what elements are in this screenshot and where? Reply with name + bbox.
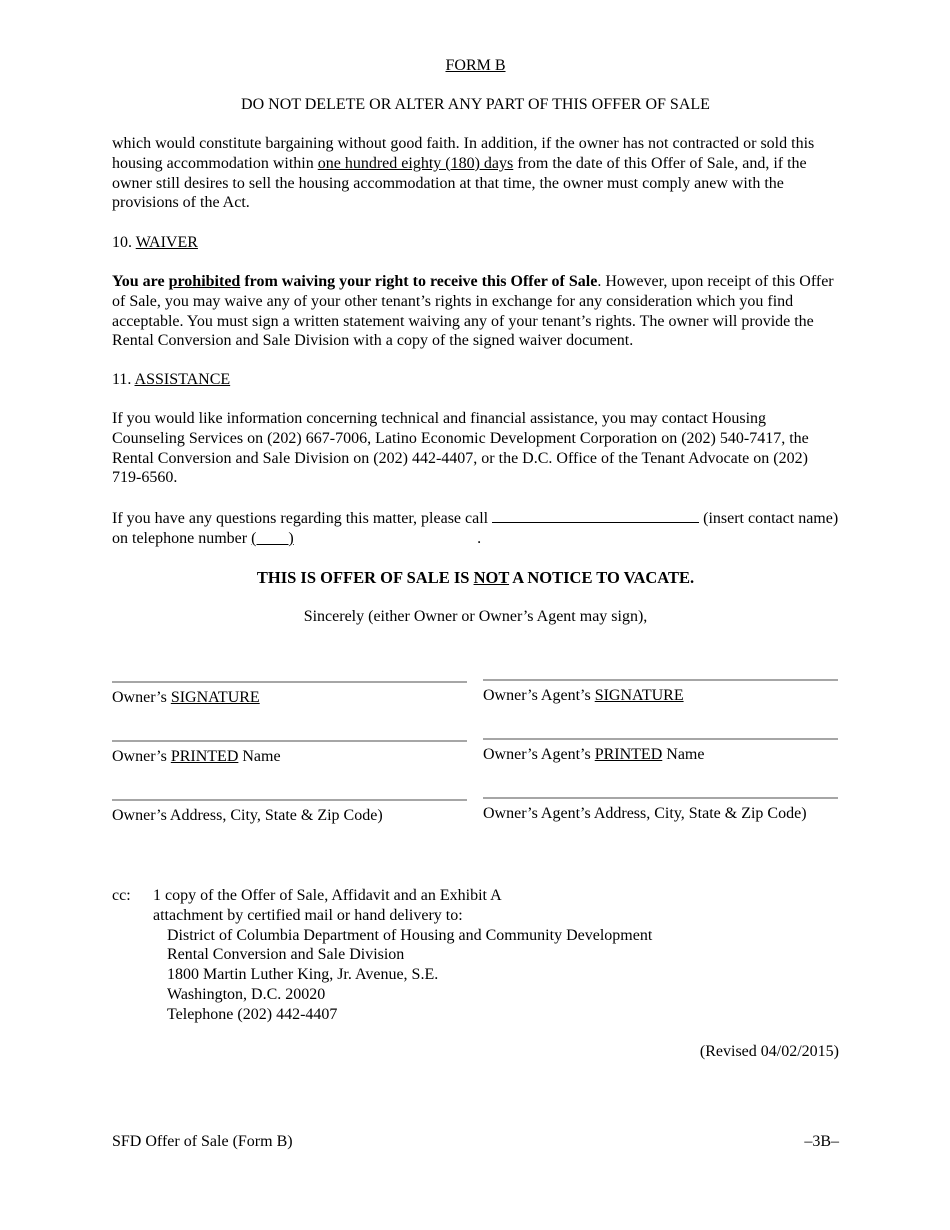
agent-signature-block xyxy=(483,679,838,706)
questions-text-2: (insert contact name) on telephone number xyxy=(112,510,839,547)
contact-name-blank[interactable] xyxy=(492,508,699,523)
owner-printed-block xyxy=(112,740,467,767)
form-title: FORM B xyxy=(445,57,506,74)
document-page xyxy=(112,0,839,1230)
revised-date: (Revised 04/02/2015) xyxy=(699,1043,839,1060)
cc-address-line: 1800 Martin Luther King, Jr. Avenue, S.E. xyxy=(167,966,439,984)
cc-address-line: Washington, D.C. 20020 xyxy=(167,985,326,1003)
owner-address-line[interactable] xyxy=(112,799,467,801)
agent-printed-line[interactable] xyxy=(483,738,838,740)
continuation-text-2: from the date of this Offer of Sale, and, if the owner still desires to sell the housing accommodation at that time, the owner must comply anew with the provisions of the Act. xyxy=(112,154,807,212)
owner-signature-line[interactable] xyxy=(112,681,467,683)
cc-address-line: Telephone (202) 442-4407 xyxy=(167,1005,338,1023)
form-subtitle: DO NOT DELETE OR ALTER ANY PART OF THIS OFFER OF SALE xyxy=(241,96,710,113)
phone-number-blank[interactable]: ( ) xyxy=(251,529,294,547)
questions-text-1: If you have any questions regarding this matter, please call xyxy=(112,510,493,527)
agent-signature-line[interactable] xyxy=(483,679,838,681)
questions-end: . xyxy=(477,529,482,547)
section-11-title: ASSISTANCE xyxy=(134,371,231,388)
continuation-paragraph xyxy=(112,134,839,213)
notice-statement xyxy=(112,568,839,588)
section-10-heading xyxy=(112,233,198,253)
agent-printed-block xyxy=(483,738,838,765)
waiver-paragraph xyxy=(112,272,839,351)
owner-address-label: Owner’s Address, City, State & Zip Code) xyxy=(112,807,383,824)
assistance-paragraph: If you would like information concerning technical and financial assistance, you may contact Housing Counseling Services on (202) 667-7006, Latino Economic Development Corporation on (202) 540-7417, the Rental Conversion and Sale Division on (202) 442-4407, or the D.C. Office of the Tenant Advocate on (202) 719-6560. xyxy=(112,410,809,487)
section-11-number: 11. xyxy=(112,371,135,388)
sincerely-line: Sincerely (either Owner or Owner’s Agent may sign), xyxy=(303,608,648,625)
cc-line-2: attachment by certified mail or hand delivery to: xyxy=(153,906,463,924)
owner-signature-block xyxy=(112,681,467,708)
waiver-bold-underlined: prohibited xyxy=(168,273,241,290)
questions-paragraph xyxy=(112,508,839,549)
agent-printed-label: Owner’s Agent’s PRINTED Name xyxy=(483,746,705,763)
agent-address-label: Owner’s Agent’s Address, City, State & Zip Code) xyxy=(483,805,807,822)
waiver-rest: . However, upon receipt of this Offer of Sale, you may waive any of your other tenant’s rights in exchange for any consideration which you find acceptable. You must sign a written statement waiving any of your tenant’s rights. The owner will provide the Rental Conversion and Sale Division with a copy of the signed waiver document. xyxy=(112,273,834,350)
section-11-heading xyxy=(112,370,230,390)
cc-label: cc: xyxy=(112,887,131,904)
agent-signature-label: Owner’s Agent’s SIGNATURE xyxy=(483,687,684,704)
waiver-bold-2: from waiving your right to receive this Offer of Sale xyxy=(240,273,598,290)
footer-form-name: SFD Offer of Sale (Form B) xyxy=(112,1133,293,1150)
cc-block xyxy=(112,886,839,1025)
owner-address-block xyxy=(112,799,467,826)
owner-signature-label: Owner’s SIGNATURE xyxy=(112,689,260,706)
owner-printed-label: Owner’s PRINTED Name xyxy=(112,748,281,765)
footer-page-number: –3B– xyxy=(804,1133,839,1150)
agent-address-line[interactable] xyxy=(483,797,838,799)
section-10-number: 10. xyxy=(112,234,136,251)
owner-printed-line[interactable] xyxy=(112,740,467,742)
continuation-underlined: one hundred eighty (180) days xyxy=(317,154,514,172)
cc-address-line: Rental Conversion and Sale Division xyxy=(167,946,405,964)
notice-not: NOT xyxy=(473,568,510,587)
section-10-title: WAIVER xyxy=(135,234,198,251)
notice-text-2: A NOTICE TO VACATE. xyxy=(509,568,695,587)
cc-line-1: 1 copy of the Offer of Sale, Affidavit and an Exhibit A xyxy=(153,887,502,904)
cc-address-line: District of Columbia Department of Housing and Community Development xyxy=(167,926,653,944)
agent-address-block xyxy=(483,797,838,824)
continuation-text-1: which would constitute bargaining without good faith. In addition, if the owner has not contracted or sold this housing accommodation within xyxy=(112,135,815,172)
waiver-bold-1: You are xyxy=(112,273,169,290)
notice-text-1: THIS IS OFFER OF SALE IS xyxy=(256,568,474,587)
